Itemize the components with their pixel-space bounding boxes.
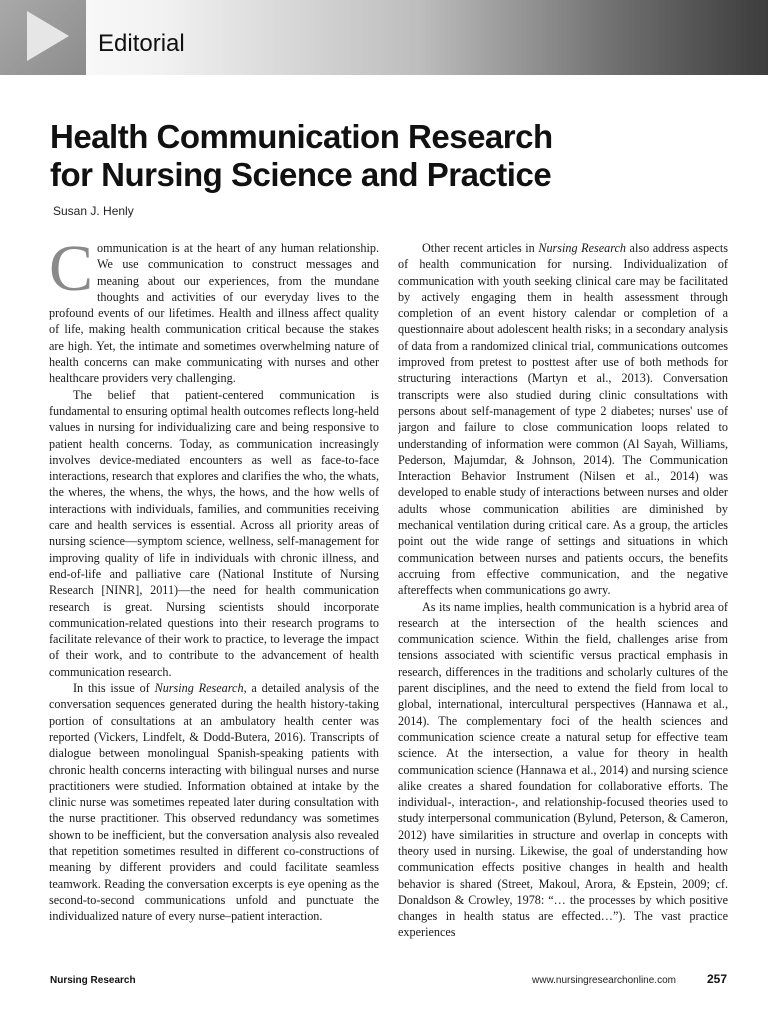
section-label: Editorial [98, 30, 185, 57]
paragraph [49, 680, 379, 924]
footer-url[interactable]: www.nursingresearchonline.com [532, 975, 676, 986]
right-column [398, 240, 728, 960]
drop-cap: C [49, 240, 94, 305]
page-number: 257 [707, 972, 728, 986]
title-line-2: for Nursing Science and Practice [50, 156, 552, 193]
journal-name: Nursing Research [154, 681, 244, 696]
paragraph [398, 240, 728, 599]
header-logo-block [0, 0, 86, 75]
paragraph-text: also address aspects of health communication for nursing. Individualization of communication with youth seeking clinical care may be facilitated by actively engaging them in health assessment through completion of an event history calendar or completion of a questionnaire about adolescent health risks; in a secondary analysis of data from a randomized clinical trial, communications outcomes improved from pretest to posttest after use of both methods for structuring interactions (Martyn et al., 2013). Conversation transcripts were also studied during clinic consultations with persons about self-management of type 2 diabetes; nurses' use of jargon and failure to close communication loops related to understanding of information were common (Al Sayah, Williams, Pederson, Majumdar, & Johnson, 2014). The Communication Interaction Behavior Instrument (Nilsen et al., 2014) was developed to enable study of interactions between nurses and older adults whose communication abilities are diminished by mechanical ventilation during critical care. As a group, the articles point out the wide range of settings and situations in which communication between nurses and patients occurs, the benefits accruing from effective communication, and the negative aftereffects when communications go awry. [398, 241, 728, 598]
article-title [50, 118, 710, 194]
journal-name: Nursing Research [538, 241, 627, 255]
play-arrow-icon [27, 11, 69, 61]
paragraph-text: , a detailed analysis of the conversation sequences generated during the health history-taking portion of consultations at an ambulatory health center was reported (Vickers, Lindfelt, & Dodd-Butera, 2016). Transcripts of dialogue between monolingual Spanish-speaking patients with chronic health concerns interacting with bilingual nurses and nurse practitioners were studied. Information obtained at intake by the clinic nurse was sometimes repeated later during consultation with the nurse practitioner. This observed redundancy was sometimes shown to be inefficient, but the conversation analysis also revealed that repetition sometimes resulted in different co-constructions of meaning by different providers and could facilitate seamless teamwork. Reading the conversation excerpts is eye opening as the second-to-second communications unfold and punctuate the individualized nature of every nurse–patient interaction. [49, 681, 379, 924]
paragraph [49, 240, 379, 387]
paragraph-text: ommunication is at the heart of any human relationship. We use communication to construct messages and meaning about our experiences, from the mundane thoughts and activities of our everyday lives to the profound events of our lifetimes. Health and illness affect quality of life, making health communication critical because the stakes are high. Yet, the intimate and sometimes overwhelming nature of health concerns can make communicating with nurses and other healthcare providers very challenging. [49, 241, 379, 386]
paragraph: The belief that patient-centered communication is fundamental to ensuring optimal health outcomes reflects long-held values in nursing for individualizing care and being responsive to patient health concerns. Today, as communication increasingly involves device-mediated encounters as well as face-to-face interactions, research that explores and clarifies the who, the whats, the wheres, the whens, the whys, the hows, and the how wells of interactions with individuals, families, and communities receiving care and health services is essential. Across all priority areas of nursing science—symptom science, wellness, self-management for improving quality of life in individuals with chronic illness, and end-of-life and palliative care (National Institute of Nursing Research [NINR], 2011)—the need for health communication research is great. Nursing scientists should incorporate communication-related questions into their research programs to facilitate relevance of their work to practice, to leverage the impact of their work, and to contribute to the advancement of health communication research. [49, 387, 379, 679]
paragraph-text: Other recent articles in [422, 241, 539, 255]
left-column [49, 240, 379, 960]
paragraph: As its name implies, health communication is a hybrid area of research at the intersection of the health sciences and communication science. Within the field, challenges arise from tensions associated with scientific versus practical emphasis in research, differences in the traditions and scholarly cultures of the parent disciplines, and the need to extend the field from local to global, international, intercultural perspectives (Hannawa et al., 2014). The complementary foci of the health sciences and communication science create a natural setup for effective team science. At the intersection, a value for theory in health communication science (Hannawa et al., 2014) and nursing science alike creates a shared foundation for collaborative efforts. The individual-, interaction-, and relationship-focused theories used to study interpersonal communication (Bylund, Peterson, & Cameron, 2012) have similarities in structure and overlap in concepts with theory used in nursing. Likewise, the goal of understanding how communication effects positive changes in health and health behavior is shared (Street, Makoul, Arora, & Epstein, 2009; cf. Donaldson & Crowley, 1978: “… the processes by which positive changes in health status are effected…”). The vast practice experiences [398, 599, 728, 940]
title-line-1: Health Communication Research [50, 118, 553, 155]
author-name: Susan J. Henly [53, 204, 134, 218]
paragraph-text: In this issue of [73, 681, 155, 696]
footer-journal-name: Nursing Research [50, 975, 136, 986]
